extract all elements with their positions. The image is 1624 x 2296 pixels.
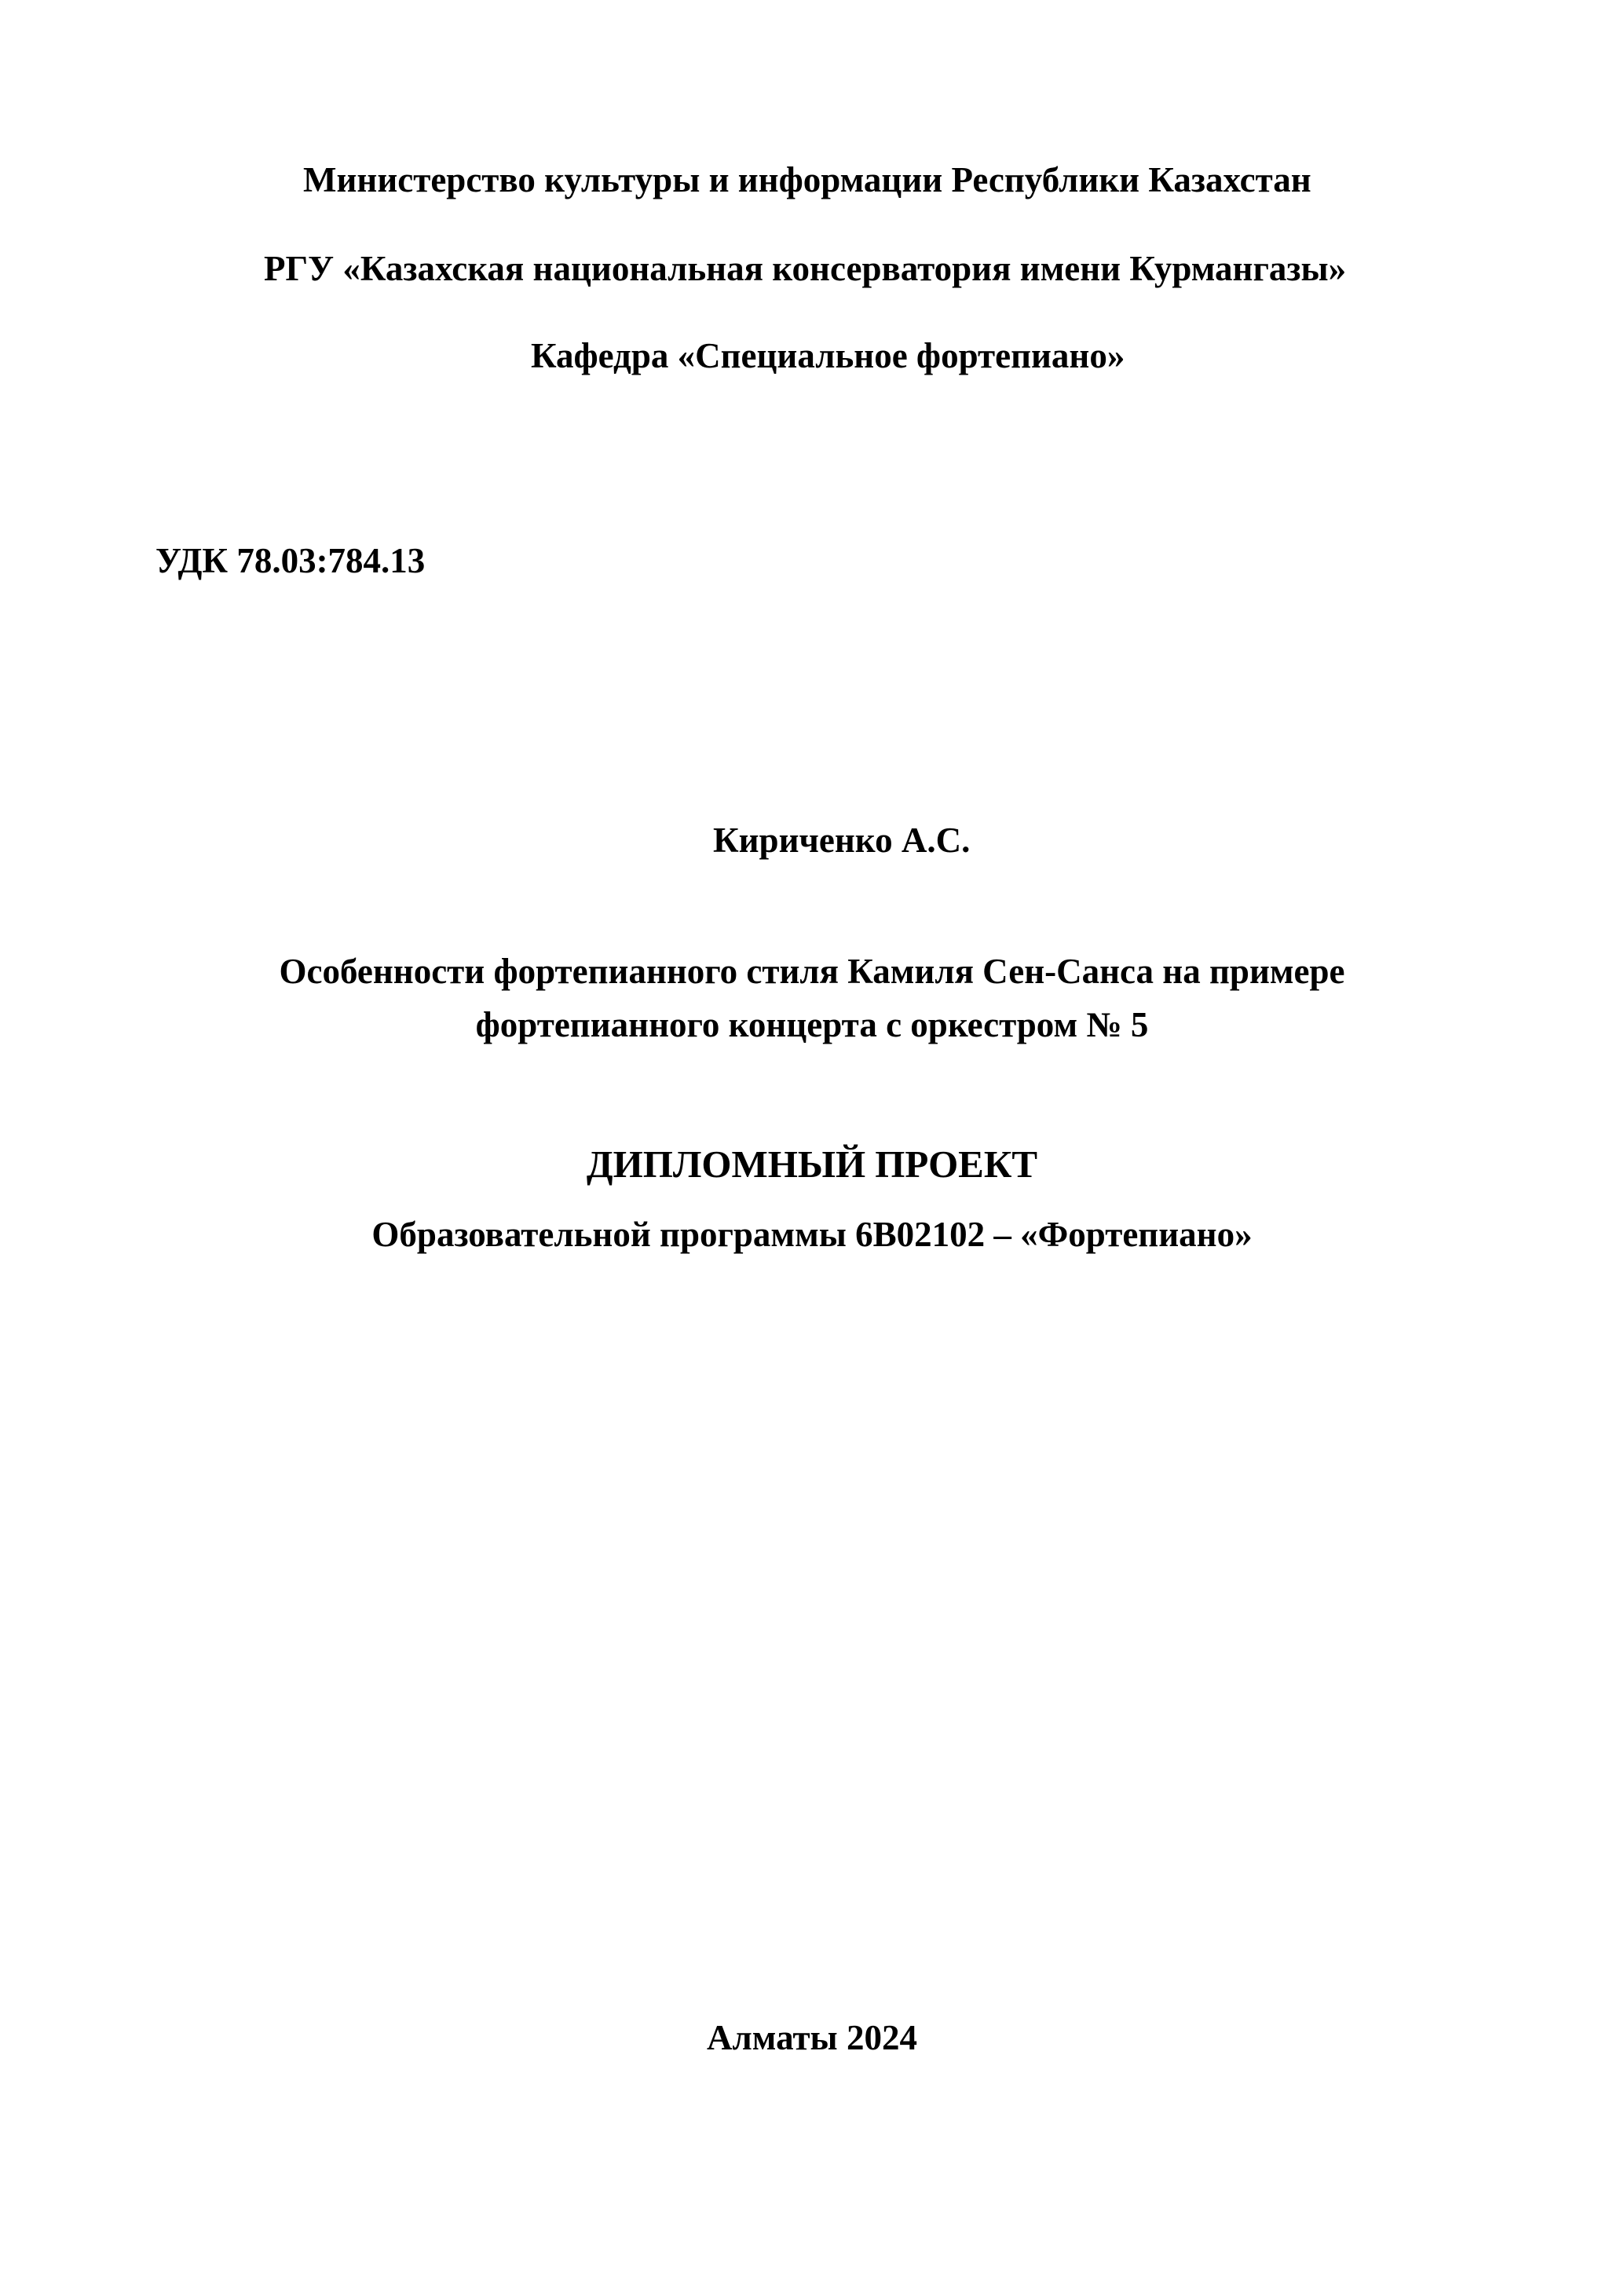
city-year: Алматы 2024 (707, 2018, 917, 2057)
ministry-heading: Министерство культуры и информации Республики Казахстан (303, 160, 1311, 199)
institution-heading: РГУ «Казахская национальная консерватория имени Курмангазы» (264, 249, 1347, 288)
department-heading: Кафедра «Специальное фортепиано» (531, 336, 1125, 375)
title-line-1: Особенности фортепианного стиля Камиля Сен-Санса на примере (279, 952, 1345, 991)
author-name: Кириченко А.С. (713, 821, 971, 860)
program-line: Образовательной программы 6В02102 – «Фортепиано» (371, 1215, 1253, 1254)
title-line-2: фортепианного концерта с оркестром № 5 (475, 1005, 1149, 1044)
udc-code: УДК 78.03:784.13 (155, 541, 426, 580)
document-type: ДИПЛОМНЫЙ ПРОЕКТ (586, 1143, 1038, 1186)
